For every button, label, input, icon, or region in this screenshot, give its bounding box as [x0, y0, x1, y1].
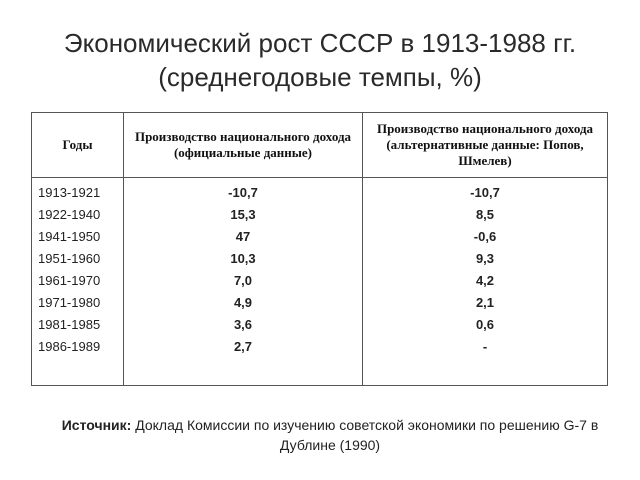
alternative-value-cell: 2,1	[475, 295, 495, 310]
table-body-row	[32, 178, 608, 386]
growth-table	[31, 112, 608, 386]
alternative-value-cell: 4,2	[475, 273, 495, 288]
page-title	[0, 26, 640, 94]
title-line-2: (среднегодовые темпы, %)	[158, 62, 482, 92]
official-value-cell: 4,9	[233, 295, 253, 310]
years-cell: 1951-1960	[38, 251, 101, 266]
official-value-cell: 10,3	[230, 251, 256, 266]
alternative-value-cell: 8,5	[475, 207, 495, 222]
source-text: Доклад Комиссии по изучению советской экономики по решению G-7 в Дублине (1990)	[135, 417, 599, 453]
alternative-value-cell: -	[482, 339, 488, 354]
header-alternative: Производство национального дохода (альтернативные данные: Попов, Шмелев)	[363, 113, 608, 178]
alternative-value-cell: -0,6	[473, 229, 497, 244]
years-column	[32, 178, 124, 386]
alternative-column	[363, 178, 608, 386]
official-value-cell: 2,7	[233, 339, 253, 354]
years-cell: 1913-1921	[38, 185, 101, 200]
official-value-cell: 7,0	[233, 273, 253, 288]
years-cell: 1941-1950	[38, 229, 101, 244]
official-value-cell: 47	[235, 229, 251, 244]
title-line-1: Экономический рост СССР в 1913-1988 гг.	[63, 28, 577, 58]
official-value-cell: 3,6	[233, 317, 253, 332]
alternative-value-cell: 9,3	[475, 251, 495, 266]
official-value-cell: -10,7	[228, 185, 258, 200]
header-years: Годы	[32, 113, 124, 178]
table-header-row	[32, 113, 608, 178]
alternative-value-cell: 0,6	[475, 317, 495, 332]
years-cell: 1961-1970	[38, 273, 101, 288]
years-cell: 1971-1980	[38, 295, 101, 310]
header-official: Производство национального дохода (официальные данные)	[124, 113, 363, 178]
years-cell: 1922-1940	[38, 207, 101, 222]
alternative-value-cell: -10,7	[470, 185, 500, 200]
years-cell: 1986-1989	[38, 339, 101, 354]
source-label: Источник:	[61, 417, 132, 433]
official-column	[124, 178, 363, 386]
years-cell: 1981-1985	[38, 317, 101, 332]
official-value-cell: 15,3	[230, 207, 256, 222]
source-note	[60, 415, 600, 455]
